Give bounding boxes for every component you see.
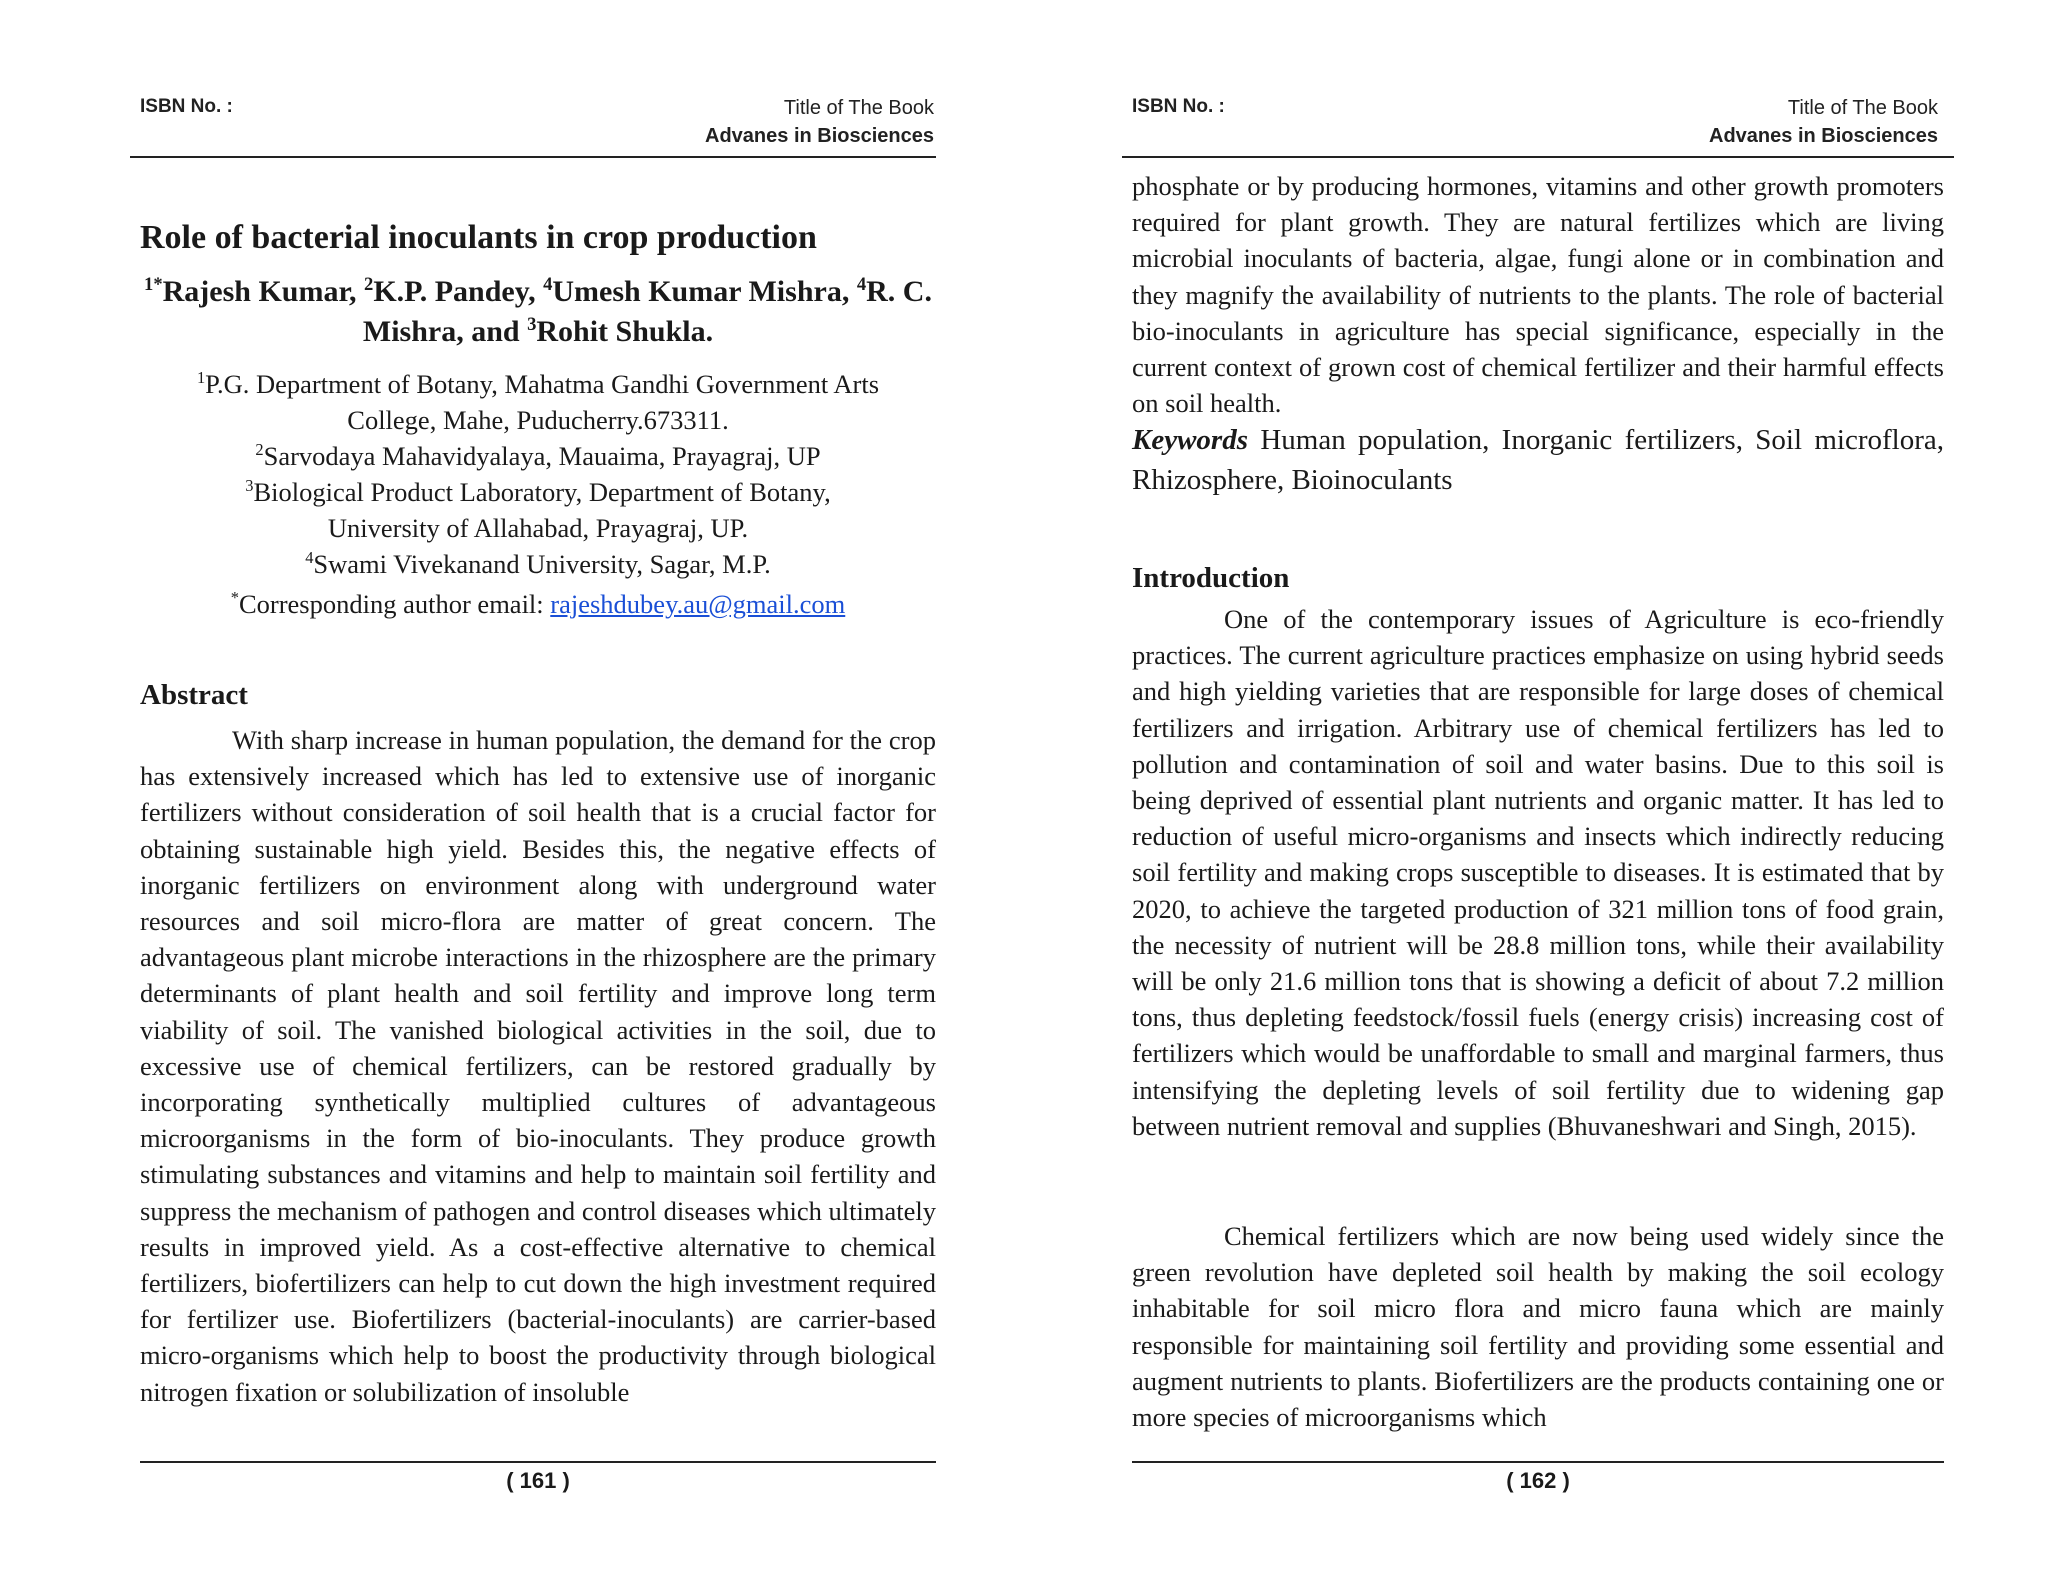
header-divider [1122, 156, 1954, 158]
book-title-block [1709, 94, 1938, 150]
abstract-paragraph: With sharp increase in human population, the demand for the crop has extensively increased which has led to extensive use of inorganic fertilizers without consideration of soil health that is a crucial factor for obtaining sustainable high yield. Besides this, the negative effects of inorganic fertilizers on environment along with underground water resources and soil micro-flora are matter of great concern. The advantageous plant microbe interactions in the rhizosphere are the primary determinants of plant health and soil fertility and improve long term viability of soil. The vanished biological activities in the soil, due to excessive use of chemical fertilizers, can be restored gradually by incorporating synthetically multiplied cultures of advantageous microorganisms in the form of bio-inoculants. They produce growth stimulating substances and vitamins and help to maintain soil fertility and suppress the mechanism of pathogen and control diseases which ultimately results in improved yield. As a cost-effective alternative to chemical fertilizers, biofertilizers can help to cut down the high investment required for fertilizer use. Biofertilizers (bacterial-inoculants) are carrier-based micro-organisms which help to boost the productivity through biological nitrogen fixation or solubilization of insoluble [140, 725, 936, 1407]
affiliation-sup: 2 [255, 440, 264, 460]
author-name: R. C. Mishra, and [362, 275, 932, 348]
author-list [140, 272, 936, 352]
author-sup: 4 [856, 274, 867, 295]
author-sup: 2 [364, 274, 374, 295]
author-name: K.P. Pandey, [373, 275, 536, 308]
author-email-link[interactable]: rajeshdubey.au@gmail.com [550, 589, 846, 619]
introduction-paragraph: Chemical fertilizers which are now being used widely since the green revolution have depleted soil health by making the soil ecology inhabitable for soil micro flora and micro fauna which are mainly responsible for maintaining soil fertility and providing some essential and augment nutrients to plants. Biofertilizers are the products containing one or more species of microorganisms which [1132, 1221, 1944, 1433]
affiliation-list [140, 366, 936, 622]
author-name: Rohit Shukla. [536, 315, 714, 348]
affiliation-sup: 3 [245, 476, 254, 496]
page-number: ( 161 ) [506, 1468, 570, 1493]
author-name: Rajesh Kumar, [162, 275, 357, 308]
author-sup: 3 [527, 314, 537, 335]
author-sup: 1* [144, 274, 163, 295]
keywords-label: Keywords [1132, 424, 1248, 456]
affiliation-item [140, 438, 936, 474]
footer-divider [1132, 1461, 1944, 1463]
affiliation-sup: 1 [196, 368, 206, 388]
page-number: ( 162 ) [1506, 1468, 1570, 1493]
book-title-block [705, 94, 934, 150]
book-title-label: Title of The Book [1787, 97, 1938, 119]
corresponding-label: Corresponding author email: [238, 589, 551, 619]
affiliation-text: Biological Product Laboratory, Department of Botany, University of Allahabad, Prayagraj, UP. [253, 477, 831, 543]
right-page [1024, 0, 2048, 1582]
introduction-paragraph: One of the contemporary issues of Agriculture is eco-friendly practices. The current agriculture practices emphasize on using hybrid seeds and high yielding varieties that are responsible for large doses of chemical fertilizers and irrigation. Arbitrary use of chemical fertilizers has led to pollution and contamination of soil and water basins. Due to this soil is being deprived of essential plant nutrients and organic matter. It has led to reduction of useful micro-organisms and insects which indirectly reducing soil fertility and making crops susceptible to diseases. It is estimated that by 2020, to achieve the targeted production of 321 million tons of food grain, the necessity of nutrient will be 28.8 million tons, while their availability will be only 21.6 million tons that is showing a deficit of about 7.2 million tons, thus depleting feedstock/fossil fuels (energy crisis) increasing cost of fertilizers which would be unaffordable to small and marginal farmers, thus intensifying the depleting levels of soil fertility due to widening gap between nutrient removal and supplies (Bhuvaneshwari and Singh, 2015). [1132, 604, 1944, 1141]
keywords [1132, 420, 1944, 500]
author-name: Umesh Kumar Mishra, [552, 275, 850, 308]
abstract-heading: Abstract [140, 679, 248, 711]
corresponding-sup: * [230, 588, 239, 608]
affiliation-text: Swami Vivekanand University, Sagar, M.P. [313, 549, 771, 579]
affiliation-item [140, 474, 936, 546]
footer-divider [140, 1461, 936, 1463]
paper-title: Role of bacterial inoculants in crop production [140, 219, 817, 256]
abstract-continued-paragraph: phosphate or by producing hormones, vitamins and other growth promoters required for plant growth. They are natural fertilizes which are living microbial inoculants of bacteria, algae, fungi alone or in combination and they magnify the availability of nutrients to the plants. The role of bacterial bio-inoculants in agriculture has special significance, especially in the current context of grown cost of chemical fertilizer and their harmful effects on soil health. [1132, 171, 1944, 419]
affiliation-text: P.G. Department of Botany, Mahatma Gandhi Government Arts College, Mahe, Puducherry.673311. [205, 369, 880, 435]
header-divider [130, 156, 936, 158]
book-title: Advanes in Biosciences [1709, 125, 1938, 147]
affiliation-text: Sarvodaya Mahavidyalaya, Mauaima, Prayagraj, UP [263, 441, 821, 471]
isbn-label: ISBN No. : [140, 96, 233, 117]
corresponding-author [140, 586, 936, 622]
affiliation-sup: 4 [305, 548, 314, 568]
book-title: Advanes in Biosciences [705, 125, 934, 147]
book-title-label: Title of The Book [783, 97, 934, 119]
affiliation-item [140, 546, 936, 582]
keywords-text: Human population, Inorganic fertilizers, Soil microflora, Rhizosphere, Bioinoculants [1132, 424, 1944, 496]
author-sup: 4 [543, 274, 553, 295]
introduction-heading: Introduction [1132, 562, 1290, 594]
affiliation-item [140, 366, 936, 438]
isbn-label: ISBN No. : [1132, 96, 1225, 117]
